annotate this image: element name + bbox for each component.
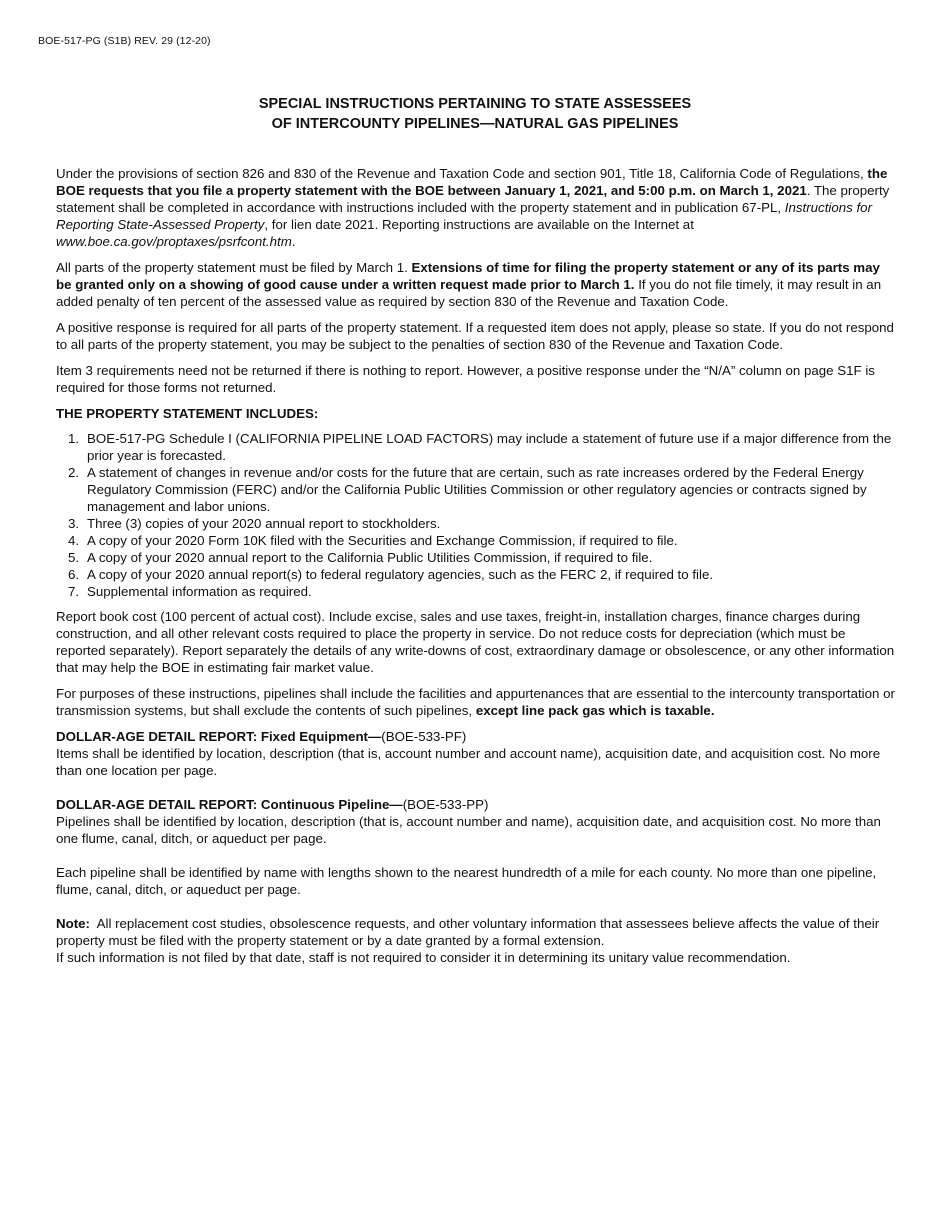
paragraph-book-cost: Report book cost (100 percent of actual cost). Include excise, sales and use taxes, freight-in, installation charges, finance charges during construction, and all other relevant costs required to place the property in service. Do not reduce costs for depreciation (which must be reported separately). Report separately the details of any write-downs of cost, extraordinary damage or obsolescence, or any other information that may help the BOE in estimating fair market value. xyxy=(56,609,895,675)
continuous-pipeline-form-id: (BOE-533-PP) xyxy=(402,797,489,812)
includes-list xyxy=(56,430,898,600)
list-number: 3. xyxy=(68,516,80,531)
paragraph-pipeline-identification: Each pipeline shall be identified by name with lengths shown to the nearest hundredth of a mile for each county. No more than one pipeline, flume, canal, ditch, or aqueduct per page. xyxy=(56,865,877,897)
text-segment: Under the provisions of section 826 and 830 of the Revenue and Taxation Code and section 901, Title 18, California Code of Regulations, xyxy=(56,166,868,181)
includes-heading: THE PROPERTY STATEMENT INCLUDES: xyxy=(56,406,319,421)
section-continuous-pipeline xyxy=(56,796,898,847)
page-title xyxy=(0,94,950,134)
text-segment: For purposes of these instructions, pipelines shall include the facilities and appurtenances that are essential to the intercounty transportation or transmission systems, but shall exclude the contents of such pipelines, xyxy=(56,686,895,718)
paragraph-positive-response: A positive response is required for all parts of the property statement. If a requested item does not apply, please so state. If you do not respond to all parts of the property statement, you may be subject to the penalties of section 830 of the Revenue and Taxation Code. xyxy=(56,320,894,352)
fixed-equipment-form-id: (BOE-533-PF) xyxy=(381,729,467,744)
list-item xyxy=(68,583,898,600)
bold-filing-deadline: the BOE requests that you file a property statement with the BOE between January 1, 2021, and 5:00 p.m. on March 1, 2021 xyxy=(56,166,888,198)
text-segment: , for lien date 2021. Reporting instructions are available on the Internet at xyxy=(264,217,694,232)
list-text: Supplemental information as required. xyxy=(87,584,312,599)
continuous-pipeline-heading: DOLLAR-AGE DETAIL REPORT: Continuous Pipeline— xyxy=(56,797,403,812)
note-label: Note: xyxy=(56,916,90,931)
list-number: 6. xyxy=(68,567,80,582)
list-number: 7. xyxy=(68,584,80,599)
fixed-equipment-heading: DOLLAR-AGE DETAIL REPORT: Fixed Equipment— xyxy=(56,729,382,744)
text-segment: . xyxy=(291,234,296,249)
note-section xyxy=(56,915,898,966)
fixed-equipment-text: Items shall be identified by location, description (that is, account number and account name), acquisition date, and acquisition cost. No more than one location per page. xyxy=(56,746,881,778)
list-item xyxy=(68,464,898,515)
paragraph-filing-deadline xyxy=(56,259,898,310)
instructions-body xyxy=(56,165,898,966)
list-text: A copy of your 2020 annual report(s) to federal regulatory agencies, such as the FERC 2, if required to file. xyxy=(87,567,714,582)
list-text: BOE-517-PG Schedule I (CALIFORNIA PIPELINE LOAD FACTORS) may include a statement of future use if a major difference from the prior year is forecasted. xyxy=(87,431,892,463)
continuous-pipeline-heading-line xyxy=(56,796,898,813)
note-text-line xyxy=(56,915,898,949)
list-item xyxy=(68,566,898,583)
bold-extensions: Extensions of time for filing the property statement or any of its parts may be granted only on a showing of good cause under a written request made prior to March 1. xyxy=(56,260,880,292)
text-segment: All parts of the property statement must be filed by March 1. xyxy=(56,260,412,275)
section-fixed-equipment xyxy=(56,728,898,779)
list-item xyxy=(68,532,898,549)
website-url: www.boe.ca.gov/proptaxes/psrfcont.htm xyxy=(56,234,292,249)
list-item xyxy=(68,430,898,464)
list-text: A copy of your 2020 annual report to the California Public Utilities Commission, if required to file. xyxy=(87,550,653,565)
paragraph-pipelines-definition xyxy=(56,685,898,719)
list-number: 1. xyxy=(68,431,80,446)
text-segment: If you do not file timely, it may result in an added penalty of ten percent of the assessed value as required by section 830 of the Revenue and Taxation Code. xyxy=(56,277,882,309)
title-line-2: OF INTERCOUNTY PIPELINES—NATURAL GAS PIPELINES xyxy=(271,116,679,132)
list-text: A statement of changes in revenue and/or costs for the future that are certain, such as rate increases ordered by the Federal Energy Regulatory Commission (FERC) and/or the California Public Utilities Commission or other regulatory agencies or contracts signed by management and labor unions. xyxy=(87,465,867,514)
list-number: 2. xyxy=(68,465,80,480)
paragraph-provisions xyxy=(56,165,898,250)
list-text: A copy of your 2020 Form 10K filed with the Securities and Exchange Commission, if required to file. xyxy=(87,533,678,548)
bold-line-pack: except line pack gas which is taxable. xyxy=(475,703,715,718)
publication-title: Instructions for Reporting State-Assessed Property xyxy=(56,200,872,232)
title-line-1: SPECIAL INSTRUCTIONS PERTAINING TO STATE ASSESSEES xyxy=(258,96,692,112)
form-id: BOE-517-PG (S1B) REV. 29 (12-20) xyxy=(38,35,211,47)
fixed-equipment-heading-line xyxy=(56,728,898,745)
list-number: 5. xyxy=(68,550,80,565)
note-text: All replacement cost studies, obsolescence requests, and other voluntary information that assessees believe affects the value of their property must be filed with the property statement or by a date granted by a formal extension. xyxy=(56,916,880,948)
text-segment: . The property statement shall be completed in accordance with instructions included with the property statement and in publication 67-PL, xyxy=(56,183,890,215)
paragraph-item3: Item 3 requirements need not be returned if there is nothing to report. However, a positive response under the “N/A” column on page S1F is required for those forms not returned. xyxy=(56,363,875,395)
list-item xyxy=(68,515,898,532)
list-text: Three (3) copies of your 2020 annual report to stockholders. xyxy=(87,516,441,531)
continuous-pipeline-text: Pipelines shall be identified by location, description (that is, account number and name), acquisition date, and acquisition cost. No more than one flume, canal, ditch, or aqueduct per page. xyxy=(56,814,881,846)
note-text-2: If such information is not filed by that date, staff is not required to consider it in determining its unitary value recommendation. xyxy=(56,950,791,965)
list-item xyxy=(68,549,898,566)
list-number: 4. xyxy=(68,533,80,548)
